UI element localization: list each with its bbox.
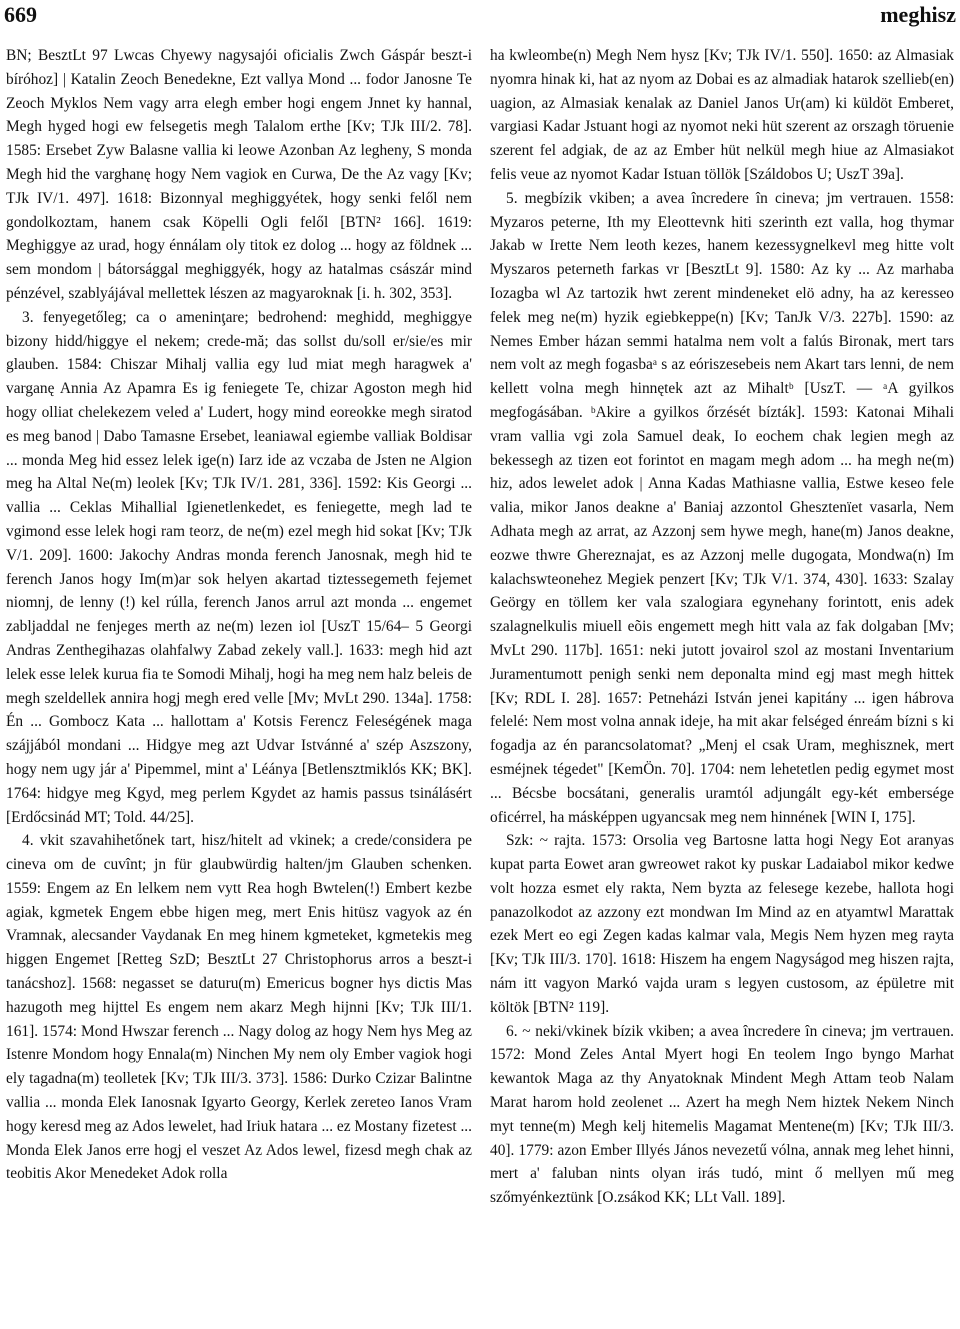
page-header bbox=[0, 0, 960, 38]
entry-paragraph: 6. ~ neki/vkinek bízik vkiben; a avea încredere în cineva; jm vertrauen. 1572: Mond Zeles Antal Myert hogi En teolem Ingo byngo Marhat kewantok Maga az thy Anyatoknak Mindent Megh Attam teob Nalam Marat harom hold zeolenet ... Azert ha megh Nem hiztek Nekem Ninch myt tenne(m) Megh kelj hitemelis Magamat Mentene(m) [Kv; TJk III/3. 40]. 1779: azon Ember Illyés János nevezetű vólna, annak meg lehet hinni, mert a' faluban nints olyan irás tudó, mint ő mellyen mű meg szőmyénkeztünk [O.zsákod KK; LLt Vall. 189]. bbox=[490, 1022, 954, 1207]
entry-paragraph: 3. fenyegetőleg; ca o ameninţare; bedrohend: meghidd, meghiggye bizony hidd/higgye el nekem; crede-mă; das sollst du/soll er/sie/es mir glauben. 1584: Chiszar Mihalj vallia egy lud miat megh haragwek a' varganę Annia Az Apamra Es ig feniegete Te, chizar Agoston megh hid hogy olliat chelekezem veled a' Ludert, hogy mind eoreokke megh siratod es meg banod | Dabo Tamasne Ersebet, leaniawal egiembe valliak Boldisar ... monda Meg hid essez lelek ige(n) Iarz ide az vczaba de Jsten ne Algion meg ha Altal Ne(m) leolek [Kv; TJk IV/1. 281, 336]. 1592: Kis Georgi ... vallia ... Ceklas Mihallial Igienetlenkedet, es feniegette, megh lad te vgimond esse lelek hogi ram teorz, de ne(m) ezel megh hid sokat [Kv; TJk V/1. 209]. 1600: Jakochy Andras monda ferench Janosnak, megh hid te ferench Janos hogy Im(m)ar sok helyen akartad tiztessegemeth fejemet niomnj, de lenny (!) kel rúlla, ferench Janos arrul azt monda ... engemet zabljaddal ne fenjeges merth az ne(m) lezen iol [UszT 15/64– 5 Georgi Andras Zenthegihazas olahfalwy Zabad zekely vall.]. 1633: megh hid azt lelek esse lelek kurua fia te Somodi Mihalj, hogi ha meg nem halz beleis de megh szeldellek annira hogj megh ered velle [Mv; MvLt 290. 134a]. 1758: Én ... Gombocz Kata ... hallottam a' Kotsis Ferencz Feleségének maga szájjából mondani ... Hidgye meg azt Udvar Istvánné a' szép Aszszony, hogy nem ugy jár a' Pipemmel, mint a' Léánya [Betlensztmiklós KK; BK]. 1764: hidgye meg Kgyd, meg perlem Kgydet az hamis passus tsinálásért [Erdőcsinád MT; Told. 44/25]. bbox=[6, 308, 472, 826]
entry-paragraph: 4. vkit szavahihetőnek tart, hisz/hitelt ad vkinek; a crede/considera pe cineva om de cuvînt; jn für glaubwürdig halten/jm Glauben schenken. 1559: Engem az En lelkem nem vytt Rea hogh Bwtelen(!) Embert kezbe agiak, kgmetek Engem ebbe higen meg, mert Enis hitüsz vagyok az én Vramnak, alecsander Vaydanak En meg hinem kgmeteket, kgmetekis meg higgen Engemet [Retteg SzD; BesztLt 27 Christophorus arros a beszt-i tanácshoz]. 1568: negasset se daturu(m) Emericus bogner hys dictis Mas hazugoth meg hijttel Es engem nem akarz Megh hijnni [Kv; TJk III/1. 161]. 1574: Mond Hwszar ferench ... Nagy dolog az hogy Nem hys Meg az Istenre Mondom hogy Ennala(m) Ninchen My nem oly Ember vagiok hogi ely tagadna(m) teolletek [Kv; TJk III/3. 373]. 1586: Durko Czizar Balintne vallia ... monda Elek Ianosnak Igyarto Georgy, Kerlek zereteo Ianos Vram hogy keresd meg az Ados lewelet, had Iriuk hatara ... ez Mostany fizetest ... Monda Elek Janos erre hogj el veszet Az Ados lewel, fizesd megh chak az teobitis Akor Menedeket Adok rolla bbox=[6, 832, 472, 1183]
entry-paragraph: 5. megbízik vkiben; a avea încredere în cineva; jm vertrauen. 1558: Myzaros peterne, Ith my Eleottevnk hiti szerinth ezt valla, hog thymar Jakab w Irette Nem leoth kezes, hanem kezessygnelkevl meg hitte volt Myszaros peterneth farkas vr [BesztLt 9]. 1580: Az ky ... Az marhaba Iozagba wl Az tartozik hwt zerent mindeneket elö adny, ha az keresseo felek meg ne(m) hyzik egiebkeppe(n) [Kv; TanJk V/3. 227b]. 1590: az Nemes Ember házan semmi hatalma nem volt a falús Bironak, mert tars nem volt az megh fogasbaᵃ s az eóriszesebeis nem Akart tars lenni, de nem kellett volna megh hinnętek azt az Mihaltᵇ [UszT. — ᵃA gyilkos megfogásában. ᵇAkire a gyilkos őrzését bízták]. 1593: Katonai Mihali vram vallia vgi zola Samuel deak, Io eochem chak legien megh az bekessegh az tizen eot forintot en magam megh adom ... ha megh ne(m) hiz, ados lewelet adok | Anna Kadas Mathiasne vallia, Estwe keseo fele valia, mikor Janos deakne a' Baniaj azzontol Ghesztenïet vasarla, Nem Adhata megh az arrat, az Azzonj sem hywe megh, hane(m) Janos deakne, eozwe thwre Ghereznajat, es az Azzonj melle dugogata, Mondwa(n) Im kalachswteonehez Megiek penzert [Kv; TJk V/1. 374, 430]. 1633: Szalay Geörgy en töllem ker vala szalogiara egynehany forintott, enis adek szalagnelkulis miuell eõis engemett megh hitt vala az fak dolgaban [Mv; MvLt 290. 117b]. 1651: neki jutott jovairol szol az mostani Inventarium Juramentumott penigh senki nem deponalta mind egj mast megh hittek [Kv; RDL I. 28]. 1657: Petneházi István jenei kapitány ... igen hábrova felelé: Nem most volna annak ideje, ha mit akar felséged énreám bízni s ki fogadja az én parancsolatomat? „Menj el csak Uram, meghisznek, mert esméjnek tégedet" [KemÖn. 70]. 1704: nem lehetetlen pedig egymet most ... Bécsbe bocsátani, generalis uramtól adjungált egy-két embersége oficérrel, ha másképpen ugyancsak meg nem hinnének [WIN I, 175]. bbox=[490, 189, 954, 826]
page-number: 669 bbox=[4, 2, 37, 27]
entry-paragraph: Szk: ~ rajta. 1573: Orsolia veg Bartosne latta hogi Negy Eot aranyas kupat parta Eowet aran gwreowet rakot ky puskar Ladaiabol mikor kedwe volt hozza esmet ely rakta, Nem byzta az felesege kezebe, hallota hogi panazolkodot az azzony ezt mondwan Im Mind az en atyamtwl Marattak ezek Mert eo egi Zegen kadas kalmar vala, Megis Nem hyzen meg rayta [Kv; TJk III/3. 170]. 1618: Hiszem ha engem Nagyságod meg hiszen rajta, nám itt vagyon Markó vajda uram s legyen custosom, az épületre mit költök [BTN² 119]. bbox=[490, 832, 954, 1016]
right-column bbox=[490, 44, 954, 1210]
entry-paragraph: ha kwleombe(n) Megh Nem hysz [Kv; TJk IV/1. 550]. 1650: az Almasiak nyomra hinak ki, hat az nyom az Dobai es az almadiak hatarok szellieb(en) uagion, az Almasiak kenalak az Daniel Janos Ur(am) ki küldöt Emberet, vargiasi Kadar Jstuant hogi az nyomot neki hüt szerent az orszagh töruenie szerent fel adgiak, de az az Ember hüt nelkül megh hiue az Almasiakot felis veue az nyomot Kadar Istuan töllök [Száldobos U; UszT 39a]. bbox=[490, 47, 954, 183]
running-headword: meghisz bbox=[880, 2, 956, 27]
entry-paragraph: BN; BesztLt 97 Lwcas Chyewy nagysajói oficialis Zwch Gáspár beszt-i bíróhoz] | Katalin Zeoch Benedekne, Ezt vallya Mond ... fodor Janosne Te Zeoch Myklos Nem vagy arra elegh ember hogi engem Jnnet ky hannal, Megh hyged hogi ew felsegetis megh Talalom erthe [Kv; TJk III/2. 78]. 1585: Ersebet Zyw Balasne vallia ki leowe Azonban Az legheny, S monda Megh hid the varghanę hogy Nem vagiok en Curwa, De the Az vagy [Kv; TJk IV/1. 497]. 1618: Bizonnyal meghiggyétek, hogy senki felől nem gondolkoztam, hanem csak Köpelli Ogli felől [BTN² 166]. 1619: Meghiggye az urad, hogy énnálam oly titok ez dolog ... hogy az földnek ... sem mondom | bátorsággal meghiggyék, hogy az hatalmas császár mind pénzével, szablyájával mellettek lészen az magyaroknak [i. h. 302, 353]. bbox=[6, 47, 472, 302]
left-column bbox=[6, 44, 472, 1186]
